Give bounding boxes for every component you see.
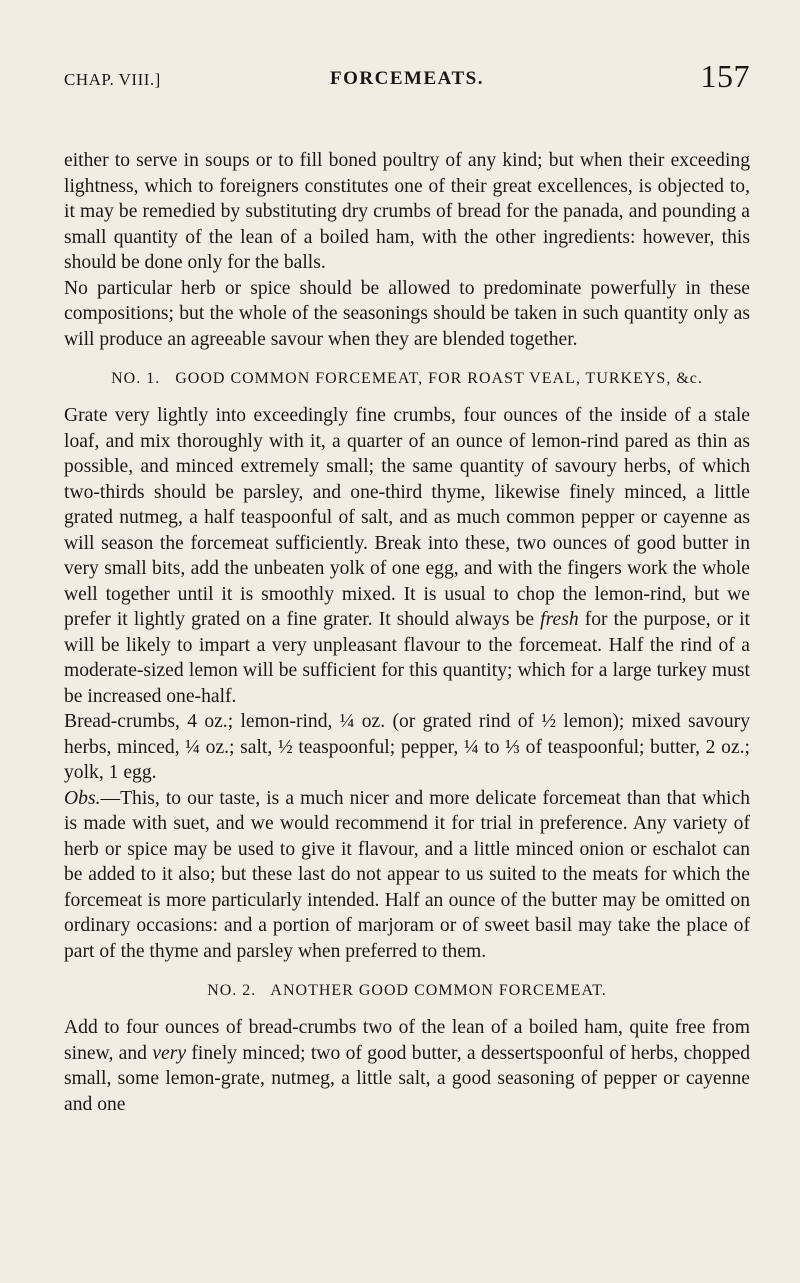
obs-label: Obs. xyxy=(64,787,101,809)
recipe-1-method-part-1: Grate very lightly into exceedingly fine crumbs, four ounces of the inside of a stale loaf, and mix thoroughly with it, a quarter of an ounce of lemon-rind pared as thin as possible, and minced extremely small; the same quantity of savoury herbs, of which two-thirds should be parsley, and one-third thyme, likewise finely minced, a little grated nutmeg, a half teaspoonful of salt, and as much common pepper or cayenne as will season the forcemeat sufficiently. Break into these, two ounces of good butter in very small bits, add the unbeaten yolk of one egg, and with the fingers work the whole well together until it is smoothly mixed. It is usual to chop the lemon-rind, but we prefer it lightly grated on a fine grater. It should always be xyxy=(64,405,750,630)
body-text xyxy=(64,148,750,1117)
recipe-1-quantities: Bread-crumbs, 4 oz.; lemon-rind, ¼ oz. (or grated rind of ½ lemon); mixed savoury herbs, minced, ¼ oz.; salt, ½ teaspoonful; pepper, ¼ to ⅓ of teaspoonful; butter, 2 oz.; yolk, 1 egg. xyxy=(64,711,750,783)
obs-text: —This, to our taste, is a much nicer and more delicate forcemeat than that which is made with suet, and we would recommend it for trial in preference. Any variety of herb or spice may be used to give it flavour, and a little minced onion or eschalot can be added to it also; but these last do not appear to us suited to the meats for which the forcemeat is more particularly intended. Half an ounce of the butter may be omitted on ordinary occasions: and a portion of marjoram or of sweet basil may take the place of part of the thyme and parsley when preferred to them. xyxy=(64,787,750,962)
recipe-1-heading xyxy=(64,366,750,391)
intro-paragraph-2: No particular herb or spice should be allowed to predominate powerfully in these compositions; but the whole of the seasonings should be taken in such quantity only as will produce an agreeable savour when they are blended together. xyxy=(64,277,750,350)
recipe-1-fresh-word: fresh xyxy=(540,609,579,630)
recipe-2-title: ANOTHER GOOD COMMON FORCEMEAT. xyxy=(270,982,607,999)
recipe-2-heading xyxy=(64,978,750,1003)
recipe-2-very-word: very xyxy=(152,1042,187,1064)
intro-paragraph-1: either to serve in soups or to fill boned poultry of any kind; but when their exceeding lightness, which to foreigners constitutes one of their great excellences, is objected to, it may be remedied by substituting dry crumbs of bread for the panada, and pounding a small quantity of the lean of a boiled ham, with the other ingredients: however, this should be done only for the balls. xyxy=(64,150,750,273)
page-number: 157 xyxy=(700,58,750,94)
chapter-label: CHAP. VIII.] xyxy=(64,70,161,89)
recipe-1-method-part-2: for the purpose, or it will be likely to impart a very unpleasant flavour to the forcemeat. Half the rind of a moderate-sized lemon will be sufficient for this quantity; which for a large turkey must be increased one-half. xyxy=(64,609,750,707)
recipe-1-method xyxy=(64,403,750,709)
page-title: FORCEMEATS. xyxy=(330,68,484,89)
recipe-1-title: GOOD COMMON FORCEMEAT, FOR ROAST VEAL, TURKEYS, &c. xyxy=(175,370,703,387)
recipe-2-method-part-1: Add to four ounces of bread-crumbs two of the lean of a boiled ham, quite free from sinew, and xyxy=(64,1017,750,1064)
recipe-2-number: NO. 2. xyxy=(207,982,257,999)
book-page xyxy=(64,58,750,1117)
recipe-1-observation xyxy=(64,786,750,965)
recipe-1-number: NO. 1. xyxy=(111,370,161,387)
recipe-2-method-part-2: finely minced; two of good butter, a dessertspoonful of herbs, chopped small, some lemon-grate, nutmeg, a little salt, a good seasoning of pepper or cayenne and one xyxy=(64,1042,750,1115)
recipe-2-method xyxy=(64,1015,750,1117)
running-head xyxy=(64,58,750,98)
